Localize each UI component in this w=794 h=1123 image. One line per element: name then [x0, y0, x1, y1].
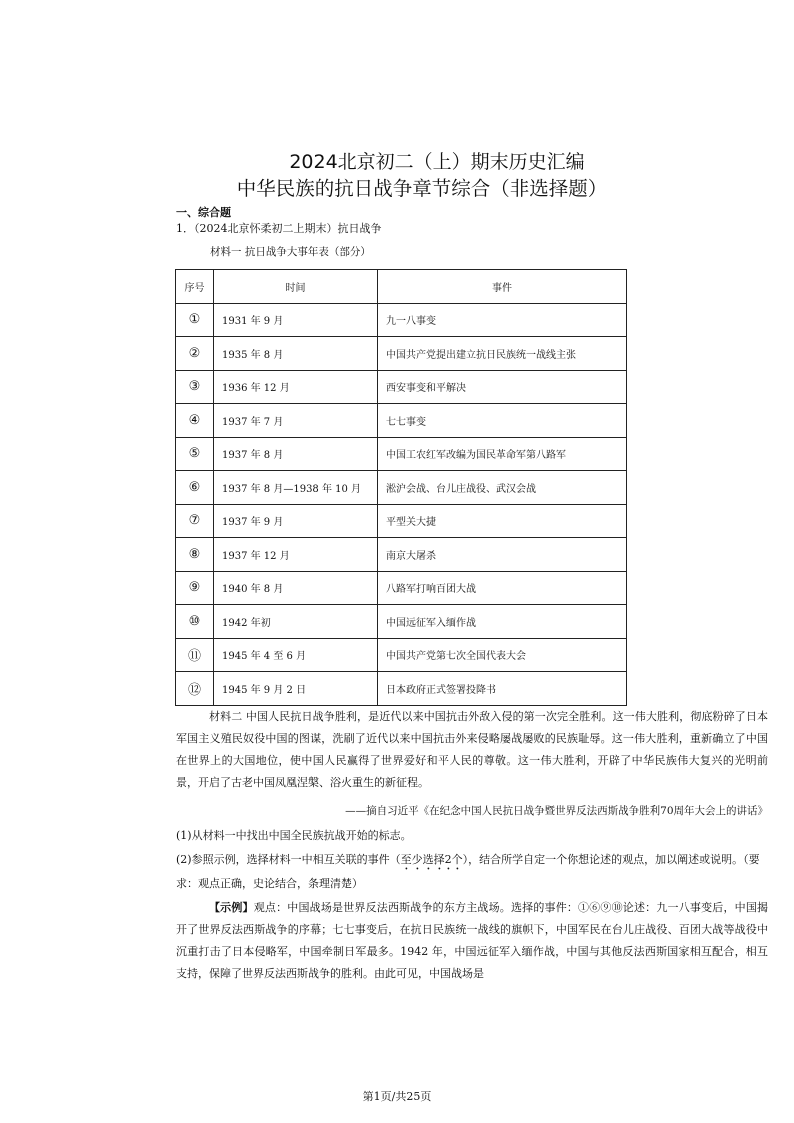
table-row	[176, 370, 627, 404]
row-number: ⑥	[176, 471, 214, 505]
row-number: ⑫	[176, 672, 214, 706]
row-event: 西安事变和平解决	[378, 370, 627, 404]
row-event: 中国共产党提出建立抗日民族统一战线主张	[378, 337, 627, 371]
question-2	[176, 849, 768, 895]
question-2-text-b: ），结合所学自定一个你想论述的观点，加以阐述或说明。（要求：观点正确，史论结合，条理清楚）	[176, 853, 760, 890]
row-event: 七七事变	[378, 404, 627, 438]
document-subtitle: 中华民族的抗日战争章节综合（非选择题）	[236, 177, 608, 200]
row-event: 九一八事变	[378, 303, 627, 337]
row-number: ⑩	[176, 605, 214, 639]
example-paragraph	[176, 897, 768, 985]
row-event: 中国工农红军改编为国民革命军第八路军	[378, 437, 627, 471]
row-number: ⑧	[176, 538, 214, 572]
events-timeline-table	[175, 269, 627, 706]
row-number: ⑪	[176, 638, 214, 672]
table-row	[176, 571, 627, 605]
table-row	[176, 404, 627, 438]
question-2-emphasis: 至少选择2个	[400, 853, 463, 866]
row-time: 1937 年 7 月	[214, 404, 378, 438]
material-two-citation: ——摘自习近平《在纪念中国人民抗日战争暨世界反法西斯战争胜利70周年大会上的讲话》	[345, 805, 768, 817]
row-event: 平型关大捷	[378, 504, 627, 538]
row-event: 南京大屠杀	[378, 538, 627, 572]
table-header-row	[176, 270, 627, 304]
row-time: 1935 年 8 月	[214, 337, 378, 371]
row-time: 1937 年 12 月	[214, 538, 378, 572]
page-footer: 第1页/共25页	[362, 1090, 432, 1103]
row-event: 日本政府正式签署投降书	[378, 672, 627, 706]
row-event: 八路军打响百团大战	[378, 571, 627, 605]
row-number: ④	[176, 404, 214, 438]
row-number: ③	[176, 370, 214, 404]
question-2-text-a: (2)参照示例，选择材料一中相互关联的事件（	[176, 853, 401, 866]
table-row	[176, 437, 627, 471]
table-row	[176, 337, 627, 371]
row-event: 中国共产党第七次全国代表大会	[378, 638, 627, 672]
material-one-caption: 材料一 抗日战争大事年表（部分）	[210, 246, 371, 258]
question-stem: 1．（2024北京怀柔初二上期末）抗日战争	[176, 222, 382, 235]
row-number: ②	[176, 337, 214, 371]
row-event: 中国远征军入缅作战	[378, 605, 627, 639]
row-time: 1945 年 9 月 2 日	[214, 672, 378, 706]
row-time: 1937 年 8 月	[214, 437, 378, 471]
table-row	[176, 672, 627, 706]
table-row	[176, 538, 627, 572]
question-1: (1)从材料一中找出中国全民族抗战开始的标志。	[176, 829, 412, 842]
table-row	[176, 303, 627, 337]
row-time: 1942 年初	[214, 605, 378, 639]
table-row	[176, 605, 627, 639]
row-number: ⑤	[176, 437, 214, 471]
material-two-paragraph: 材料二 中国人民抗日战争胜利，是近代以来中国抗击外敌入侵的第一次完全胜利。这一伟大胜利，彻底粉碎了日本军国主义殖民奴役中国的图谋，洗刷了近代以来中国抗击外来侵略屡战屡败的民族耻辱。这一伟大胜利，重新确立了中国在世界上的大国地位，使中国人民赢得了世界爱好和平人民的尊敬。这一伟大胜利，开辟了中华民族伟大复兴的光明前景，开启了古老中国凤凰涅槃、浴火重生的新征程。	[176, 710, 768, 789]
table-row	[176, 504, 627, 538]
table-row	[176, 471, 627, 505]
row-time: 1936 年 12 月	[214, 370, 378, 404]
column-header-time: 时间	[214, 270, 378, 304]
column-header-number: 序号	[176, 270, 214, 304]
row-time: 1937 年 8 月—1938 年 10 月	[214, 471, 378, 505]
row-number: ①	[176, 303, 214, 337]
row-event: 淞沪会战、台儿庄战役、武汉会战	[378, 471, 627, 505]
row-number: ⑨	[176, 571, 214, 605]
example-label: 【示例】	[209, 901, 254, 914]
table-row	[176, 638, 627, 672]
example-text: 观点：中国战场是世界反法西斯战争的东方主战场。选择的事件：①⑥⑨⑩论述：九一八事变后，中国揭开了世界反法西斯战争的序幕；七七事变后，在抗日民族统一战线的旗帜下，中国军民在台儿庄战役、百团大战等战役中沉重打击了日本侵略军，中国牵制日军最多。1942 年，中国远征军入缅作战，中国与其他反法西斯国家相互配合，相互支持，保障了世界反法西斯战争的胜利。由此可见，中国战场是	[176, 901, 768, 980]
row-time: 1940 年 8 月	[214, 571, 378, 605]
section-heading: 一、综合题	[176, 206, 231, 219]
document-title: 2024北京初二（上）期末历史汇编	[289, 151, 585, 173]
column-header-event: 事件	[378, 270, 627, 304]
row-time: 1937 年 9 月	[214, 504, 378, 538]
row-number: ⑦	[176, 504, 214, 538]
row-time: 1945 年 4 至 6 月	[214, 638, 378, 672]
row-time: 1931 年 9 月	[214, 303, 378, 337]
